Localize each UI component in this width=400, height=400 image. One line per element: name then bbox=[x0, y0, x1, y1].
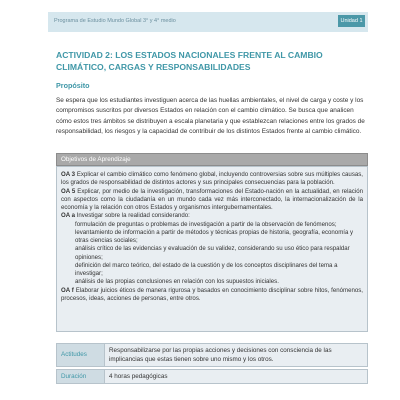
oaf-code: OA f bbox=[61, 286, 74, 294]
oaa-item: levantamiento de información a partir de métodos y técnicas propias de historia, geografía, economía y otras ciencias sociales; bbox=[75, 228, 354, 244]
oaa-item: análisis crítico de las evidencias y evaluación de su validez, considerando su uso ético para respaldar opiniones; bbox=[75, 245, 350, 261]
oaa-item: formulación de preguntas o problemas de investigación a partir de la observación de fenómenos; bbox=[75, 220, 337, 228]
program-name: Programa de Estudio Mundo Global 3° y 4° medio bbox=[54, 18, 176, 24]
oa3-text: Explicar el cambio climático como fenómeno global, incluyendo controversias sobre sus múltiples causas, los grados de responsabilidad de distintos actores y sus principales consecuencias para la población. bbox=[61, 171, 363, 187]
unit-badge: Unidad 1 bbox=[338, 15, 365, 27]
objective-oaa bbox=[61, 212, 363, 220]
oa3-code: OA 3 bbox=[61, 171, 76, 178]
objective-oa3 bbox=[61, 171, 363, 188]
objective-oa5 bbox=[61, 188, 363, 213]
duration-text: 4 horas pedagógicas bbox=[109, 373, 168, 380]
attitudes-label: Actitudes bbox=[57, 344, 105, 366]
oaa-item: análisis de las propias conclusiones en relación con los supuestos iniciales. bbox=[75, 278, 279, 286]
oaa-code: OA a bbox=[61, 212, 75, 220]
oa5-text: Explicar, por medio de la investigación, transformaciones del Estado-nación en la actualidad, en relación con aspectos como la ciudadanía en un mundo cada vez más interconectado, la internacionalización de la economía y la relación con otros Estados y organismos intergubernamentales. bbox=[61, 187, 363, 211]
objectives-body bbox=[56, 166, 368, 332]
activity-title: ACTIVIDAD 2: LOS ESTADOS NACIONALES FRENTE AL CAMBIO CLIMÁTICO, CARGAS Y RESPONSABILIDADES bbox=[56, 50, 323, 72]
purpose-text: Se espera que los estudiantes investiguen acerca de las huellas ambientales, el nivel de carga y coste y los compromisos suscritos por diversos Estados en relación con el cambio climático. Se busca que analicen cómo estos tres ámbitos se distribuyen a escala planetaria y que establezcan relaciones entre los grados de responsabilidad, los riesgos y la capacidad de contribuir de los distintos Estados frente al cambio climático. bbox=[56, 97, 365, 135]
oaa-item: definición del marco teórico, del estado de la cuestión y de los conceptos disciplinares del tema a investigar; bbox=[75, 261, 338, 277]
attitudes-row bbox=[56, 343, 368, 367]
objectives-header bbox=[56, 153, 368, 166]
oaf-text: Elaborar juicios éticos de manera rigurosa y basados en conocimiento disciplinar sobre hitos, fenómenos, procesos, ideas, acciones de personas, entre otros. bbox=[61, 286, 363, 302]
purpose-heading: Propósito bbox=[56, 81, 90, 90]
objectives-heading: Objetivos de Aprendizaje bbox=[61, 156, 131, 163]
duration-row bbox=[56, 369, 368, 384]
attitudes-text: Responsabilizarse por las propias acciones y decisiones con consciencia de las implicancias que estas tienen sobre uno mismo y los otros. bbox=[109, 347, 332, 363]
oa5-code: OA 5 bbox=[61, 187, 76, 195]
oaa-text: Investigar sobre la realidad considerando: bbox=[76, 212, 190, 220]
duration-label: Duración bbox=[57, 370, 105, 383]
objective-oaf bbox=[61, 287, 363, 304]
page-header bbox=[48, 12, 368, 32]
